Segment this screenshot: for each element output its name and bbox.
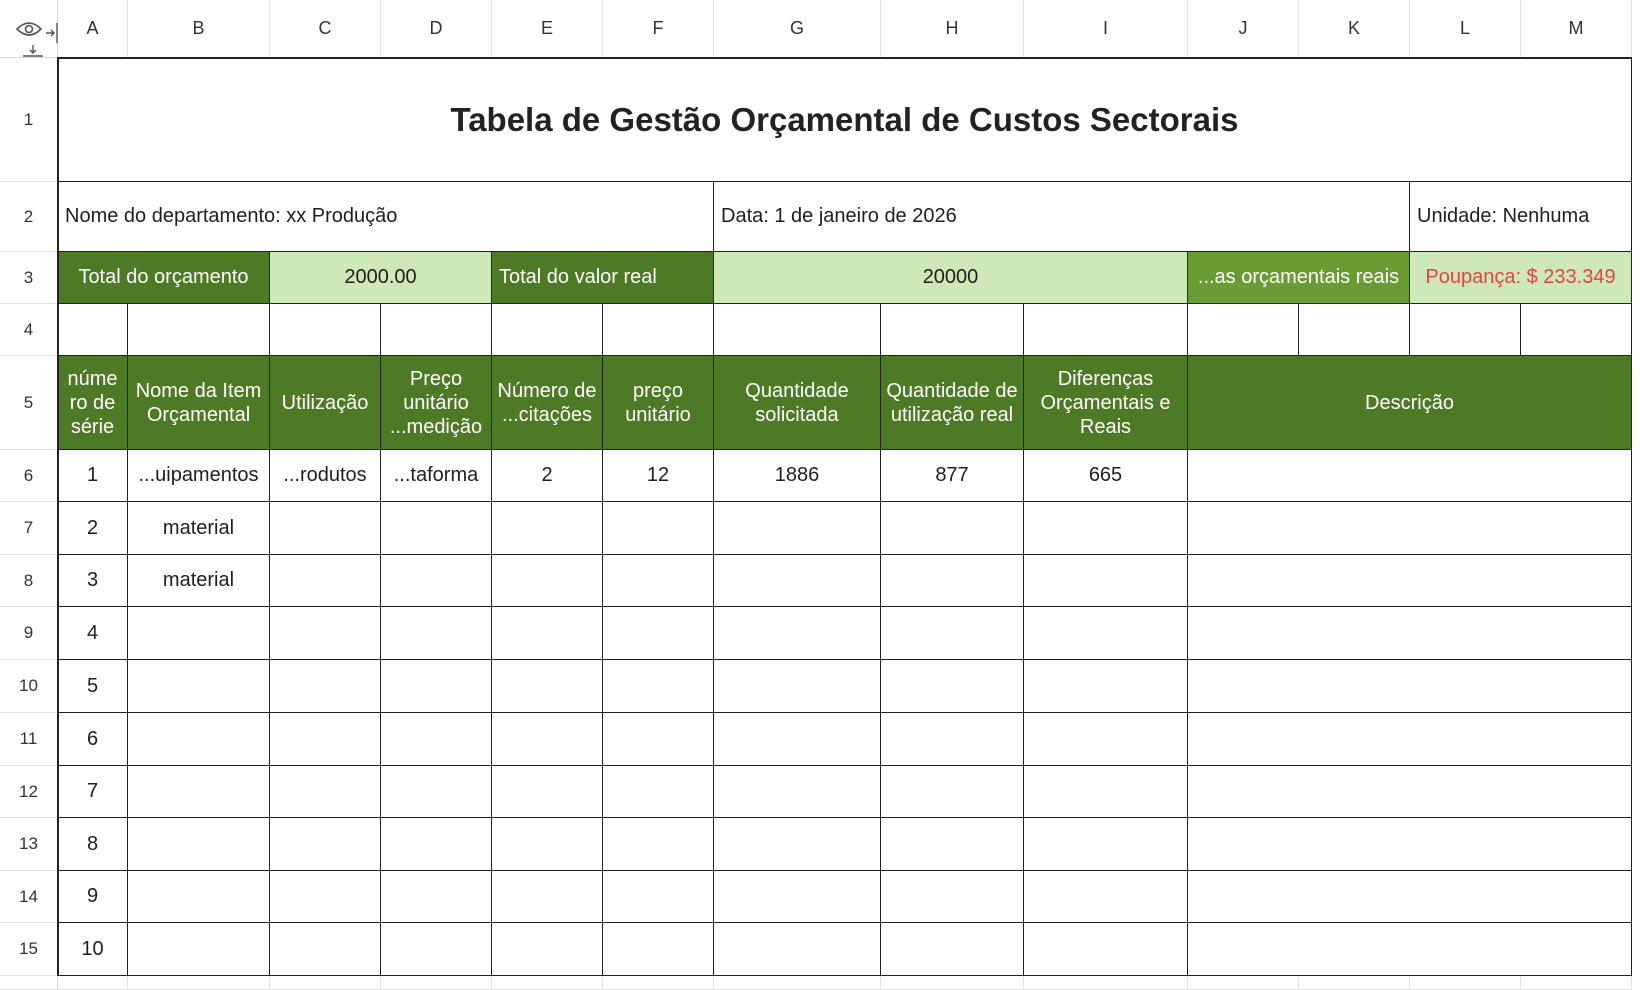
empty-cell[interactable]	[714, 976, 881, 990]
table-cell[interactable]	[714, 555, 881, 607]
table-cell[interactable]	[603, 871, 714, 923]
table-cell[interactable]	[492, 660, 603, 713]
budget-total-label[interactable]: Total do orçamento	[58, 252, 270, 304]
column-header-f[interactable]: F	[603, 0, 714, 58]
table-cell[interactable]	[492, 871, 603, 923]
serial-number-cell[interactable]: 3	[58, 555, 128, 607]
difference-header[interactable]: Diferenças Orçamentais e Reais	[1024, 356, 1188, 450]
empty-cell[interactable]	[1299, 304, 1410, 356]
table-cell[interactable]: ...rodutos	[270, 450, 381, 502]
table-cell[interactable]	[603, 766, 714, 818]
serial-number-cell[interactable]: 9	[58, 871, 128, 923]
serial-number-cell[interactable]: 4	[58, 607, 128, 660]
table-cell[interactable]	[1188, 502, 1632, 555]
empty-cell[interactable]	[270, 304, 381, 356]
table-cell[interactable]	[1188, 923, 1632, 976]
table-cell[interactable]	[1024, 766, 1188, 818]
row-header-1[interactable]: 1	[0, 58, 58, 182]
empty-cell[interactable]	[58, 976, 128, 990]
table-cell[interactable]	[603, 502, 714, 555]
column-header-c[interactable]: C	[270, 0, 381, 58]
table-cell[interactable]	[270, 923, 381, 976]
table-cell[interactable]	[270, 660, 381, 713]
table-cell[interactable]	[1024, 713, 1188, 766]
table-cell[interactable]	[492, 766, 603, 818]
table-cell[interactable]	[381, 502, 492, 555]
table-cell[interactable]	[492, 818, 603, 871]
empty-cell[interactable]	[1521, 976, 1632, 990]
table-cell[interactable]	[714, 607, 881, 660]
table-cell[interactable]	[881, 660, 1024, 713]
table-cell[interactable]	[881, 713, 1024, 766]
item-name-header[interactable]: Nome da Item Orçamental	[128, 356, 270, 450]
table-cell[interactable]	[881, 502, 1024, 555]
table-cell[interactable]	[1024, 660, 1188, 713]
table-cell[interactable]	[881, 818, 1024, 871]
table-cell[interactable]	[714, 766, 881, 818]
table-cell[interactable]	[714, 871, 881, 923]
empty-cell[interactable]	[603, 976, 714, 990]
row-header-9[interactable]: 9	[0, 607, 58, 660]
table-cell[interactable]: 877	[881, 450, 1024, 502]
table-cell[interactable]	[1188, 607, 1632, 660]
row-header-14[interactable]: 14	[0, 871, 58, 923]
table-cell[interactable]	[1188, 660, 1632, 713]
table-cell[interactable]	[1188, 713, 1632, 766]
column-header-d[interactable]: D	[381, 0, 492, 58]
table-cell[interactable]	[881, 555, 1024, 607]
empty-cell[interactable]	[1410, 304, 1521, 356]
table-left-border	[57, 58, 59, 976]
row-header-overflow	[0, 976, 58, 990]
table-cell[interactable]	[381, 607, 492, 660]
serial-number-cell[interactable]: 8	[58, 818, 128, 871]
table-cell[interactable]	[128, 660, 270, 713]
quotation-number-header[interactable]: Número de ...citações	[492, 356, 603, 450]
row-header-12[interactable]: 12	[0, 766, 58, 818]
sheet-title[interactable]: Tabela de Gestão Orçamental de Custos Sectorais	[58, 58, 1632, 182]
row-header-4[interactable]: 4	[0, 304, 58, 356]
table-cell[interactable]	[714, 502, 881, 555]
budget-total-value[interactable]: 2000.00	[270, 252, 492, 304]
table-cell[interactable]	[128, 871, 270, 923]
table-cell[interactable]	[1024, 818, 1188, 871]
table-cell[interactable]	[714, 660, 881, 713]
table-cell[interactable]	[603, 607, 714, 660]
empty-cell[interactable]	[881, 304, 1024, 356]
table-cell[interactable]	[1024, 871, 1188, 923]
table-cell[interactable]	[270, 713, 381, 766]
table-cell[interactable]	[492, 713, 603, 766]
empty-cell[interactable]	[58, 304, 128, 356]
eye-icon[interactable]	[16, 20, 42, 38]
table-cell[interactable]: material	[128, 555, 270, 607]
actual-qty-header[interactable]: Quantidade de utilização real	[881, 356, 1024, 450]
empty-cell[interactable]	[128, 304, 270, 356]
table-cell[interactable]	[881, 923, 1024, 976]
row-header-6[interactable]: 6	[0, 450, 58, 502]
serial-number-cell[interactable]: 7	[58, 766, 128, 818]
serial-header[interactable]: núme ro de série	[58, 356, 128, 450]
table-cell[interactable]	[603, 818, 714, 871]
column-header-a[interactable]: A	[58, 0, 128, 58]
serial-number-cell[interactable]: 10	[58, 923, 128, 976]
empty-cell[interactable]	[381, 304, 492, 356]
empty-cell[interactable]	[270, 976, 381, 990]
serial-number-cell[interactable]: 6	[58, 713, 128, 766]
table-cell[interactable]	[603, 660, 714, 713]
row-header-3[interactable]: 3	[0, 252, 58, 304]
empty-cell[interactable]	[1188, 304, 1299, 356]
table-cell[interactable]	[270, 555, 381, 607]
empty-cell[interactable]	[128, 976, 270, 990]
table-cell[interactable]: 1886	[714, 450, 881, 502]
column-header-j[interactable]: J	[1188, 0, 1299, 58]
table-cell[interactable]	[270, 871, 381, 923]
serial-number-cell[interactable]: 1	[58, 450, 128, 502]
empty-cell[interactable]	[1410, 976, 1521, 990]
table-cell[interactable]	[714, 713, 881, 766]
column-header-e[interactable]: E	[492, 0, 603, 58]
unit-cell[interactable]: Unidade: Nenhuma	[1410, 182, 1632, 252]
table-cell[interactable]	[381, 871, 492, 923]
department-cell[interactable]: Nome do departamento: xx Produção	[58, 182, 714, 252]
empty-cell[interactable]	[881, 976, 1024, 990]
empty-cell[interactable]	[492, 304, 603, 356]
table-cell[interactable]	[270, 766, 381, 818]
table-cell[interactable]: 12	[603, 450, 714, 502]
empty-cell[interactable]	[1521, 304, 1632, 356]
row-header-13[interactable]: 13	[0, 818, 58, 871]
empty-cell[interactable]	[1024, 976, 1188, 990]
empty-cell[interactable]	[381, 976, 492, 990]
table-cell[interactable]	[1188, 555, 1632, 607]
column-header-h[interactable]: H	[881, 0, 1024, 58]
table-cell[interactable]	[270, 502, 381, 555]
table-cell[interactable]	[492, 607, 603, 660]
table-cell[interactable]: material	[128, 502, 270, 555]
table-cell[interactable]	[1024, 607, 1188, 660]
table-cell[interactable]	[492, 923, 603, 976]
table-cell[interactable]	[881, 766, 1024, 818]
unit-price-header[interactable]: preço unitário	[603, 356, 714, 450]
row-header-10[interactable]: 10	[0, 660, 58, 713]
column-header-b[interactable]: B	[128, 0, 270, 58]
actual-total-label[interactable]: Total do valor real	[492, 252, 714, 304]
empty-cell[interactable]	[603, 304, 714, 356]
column-header-i[interactable]: I	[1024, 0, 1188, 58]
table-cell[interactable]	[492, 502, 603, 555]
table-cell[interactable]	[1024, 923, 1188, 976]
table-cell[interactable]	[270, 607, 381, 660]
table-cell[interactable]	[270, 818, 381, 871]
empty-cell[interactable]	[1024, 304, 1188, 356]
table-cell[interactable]	[128, 818, 270, 871]
table-cell[interactable]	[714, 923, 881, 976]
table-cell[interactable]	[492, 555, 603, 607]
table-cell[interactable]	[1188, 766, 1632, 818]
column-header-l[interactable]: L	[1410, 0, 1521, 58]
table-cell[interactable]	[1188, 450, 1632, 502]
table-cell[interactable]: ...taforma	[381, 450, 492, 502]
usage-header[interactable]: Utilização	[270, 356, 381, 450]
table-cell[interactable]	[881, 607, 1024, 660]
date-cell[interactable]: Data: 1 de janeiro de 2026	[714, 182, 1410, 252]
empty-cell[interactable]	[492, 976, 603, 990]
description-header[interactable]: Descrição	[1188, 356, 1632, 450]
row-header-5[interactable]: 5	[0, 356, 58, 450]
table-cell[interactable]	[381, 923, 492, 976]
row-header-7[interactable]: 7	[0, 502, 58, 555]
empty-cell[interactable]	[1299, 976, 1410, 990]
empty-cell[interactable]	[1188, 976, 1299, 990]
table-cell[interactable]	[128, 607, 270, 660]
table-cell[interactable]	[881, 871, 1024, 923]
table-cell[interactable]	[603, 555, 714, 607]
table-top-border	[57, 57, 1632, 59]
column-header-m[interactable]: M	[1521, 0, 1632, 58]
serial-number-cell[interactable]: 5	[58, 660, 128, 713]
unit-price-measure-header[interactable]: Preço unitário ...medição	[381, 356, 492, 450]
column-header-g[interactable]: G	[714, 0, 881, 58]
savings-cell[interactable]: Poupança: $ 233.349	[1410, 252, 1632, 304]
column-header-k[interactable]: K	[1299, 0, 1410, 58]
table-cell[interactable]	[381, 818, 492, 871]
row-header-11[interactable]: 11	[0, 713, 58, 766]
empty-cell[interactable]	[714, 304, 881, 356]
table-cell[interactable]	[603, 713, 714, 766]
table-cell[interactable]: ...uipamentos	[128, 450, 270, 502]
table-cell[interactable]: 2	[492, 450, 603, 502]
table-cell[interactable]	[1188, 818, 1632, 871]
table-cell[interactable]	[128, 923, 270, 976]
table-cell[interactable]: 665	[1024, 450, 1188, 502]
table-cell[interactable]	[381, 713, 492, 766]
table-cell[interactable]	[381, 660, 492, 713]
table-cell[interactable]	[381, 766, 492, 818]
row-header-2[interactable]: 2	[0, 182, 58, 252]
actual-total-value[interactable]: 20000	[714, 252, 1188, 304]
requested-qty-header[interactable]: Quantidade solicitada	[714, 356, 881, 450]
row-header-8[interactable]: 8	[0, 555, 58, 607]
table-cell[interactable]	[1188, 871, 1632, 923]
row-header-15[interactable]: 15	[0, 923, 58, 976]
table-cell[interactable]	[128, 766, 270, 818]
table-cell[interactable]	[381, 555, 492, 607]
serial-number-cell[interactable]: 2	[58, 502, 128, 555]
table-cell[interactable]	[1024, 555, 1188, 607]
table-cell[interactable]	[1024, 502, 1188, 555]
table-cell[interactable]	[714, 818, 881, 871]
budget-difference-label[interactable]: ...as orçamentais reais	[1188, 252, 1410, 304]
table-cell[interactable]	[128, 713, 270, 766]
select-all-corner[interactable]	[0, 0, 58, 58]
table-cell[interactable]	[603, 923, 714, 976]
